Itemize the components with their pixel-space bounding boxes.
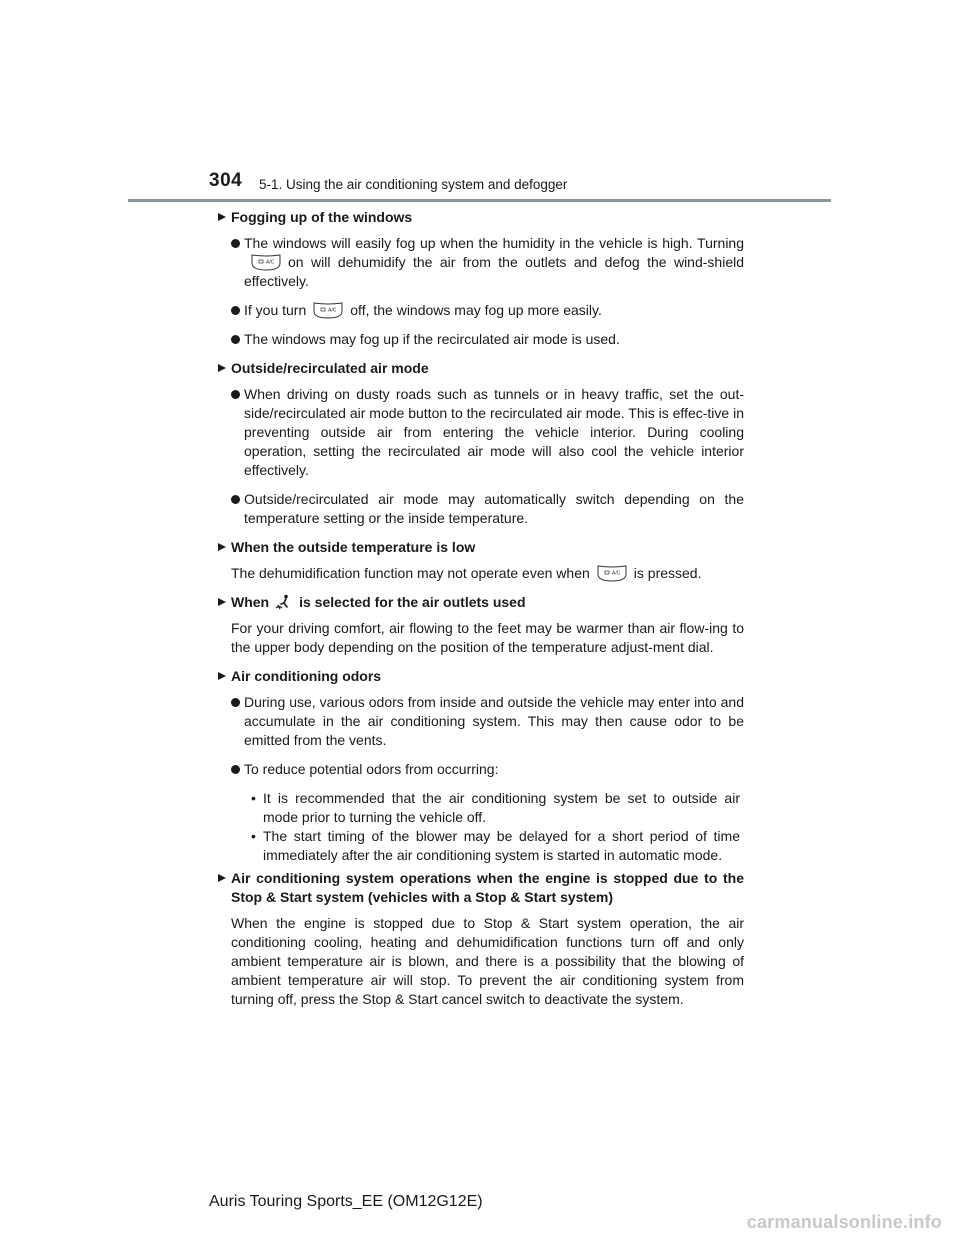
sub-list-mark: • [251,790,256,806]
ac-button-icon [597,565,627,582]
bullet-text: The windows may fog up if the recirculated air mode is used. [244,331,620,347]
footer-manual-title: Auris Touring Sports_EE (OM12G12E) [209,1193,483,1210]
bullet-text-before: If you turn [244,302,307,318]
square-bullet-icon [218,672,226,680]
heading-feet-outlet [218,593,744,612]
paragraph-text-after: is pressed. [633,565,702,581]
feet-air-outlet-icon [275,594,293,610]
header-rule [128,199,831,202]
sub-list-text: The start timing of the blower may be delayed for a short period of time immediately after the air conditioning system is started in automatic mode. [263,828,740,863]
square-bullet-icon [218,213,226,221]
round-bullet-icon [231,239,240,248]
heading-text: Air conditioning odors [231,668,382,684]
ac-button-icon [313,302,343,319]
svg-text:A/C: A/C [328,307,337,314]
square-bullet-icon [218,364,226,372]
bullet-item [218,234,744,291]
round-bullet-icon [231,390,240,399]
paragraph: For your driving comfort, air flowing to the feet may be warmer than air flow-ing to the upper body depending on the position of the temperature adjust-ment dial. [231,620,744,655]
bullet-text: Outside/recirculated air mode may automatically switch depending on the temperature setting or the inside temperature. [244,491,744,526]
bullet-text: When driving on dusty roads such as tunnels or in heavy traffic, set the out-side/recirculated air mode button to the recirculated air mode. This is effec-tive in preventing outside air from entering the vehicle interior. During cooling operation, setting the recirculated air mode will also cool the vehicle interior effectively. [244,386,744,478]
round-bullet-icon [231,698,240,707]
heading-outside-recirculated [218,359,744,378]
square-bullet-icon [218,874,226,882]
bullet-item [218,385,744,480]
heading-text-after: is selected for the air outlets used [299,594,526,610]
bullet-text-before: The windows will easily fog up when the humidity in the vehicle is high. Turning [244,235,744,251]
section-title: 5-1. Using the air conditioning system and defogger [259,177,568,192]
square-bullet-icon [218,543,226,551]
bullet-item [218,693,744,750]
ac-button-icon [251,254,281,271]
heading-text: When the outside temperature is low [231,539,476,555]
bullet-item [218,330,744,349]
heading-text: Air conditioning system operations when the engine is stopped due to the Stop & Start system (vehicles with a Stop & Start system) [231,870,744,905]
paragraph: When the engine is stopped due to Stop & Start system operation, the air conditioning cooling, heating and dehumidification functions turn off and only ambient temperature air is blown, and there is a possibility that the blowing of ambient temperature air will stop. To prevent the air conditioning system from turning off, press the Stop & Start cancel switch to deactivate the system. [231,915,744,1007]
heading-text-before: When [231,594,270,610]
sub-list-item [218,789,744,827]
round-bullet-icon [231,335,240,344]
heading-stop-start [218,869,744,907]
round-bullet-icon [231,306,240,315]
round-bullet-icon [231,495,240,504]
bullet-text-after: on will dehumidify the air from the outlets and defog the wind-shield effectively. [244,254,744,289]
bullet-text-after: off, the windows may fog up more easily. [350,302,602,318]
paragraph-text-before: The dehumidification function may not operate even when [231,565,590,581]
heading-outside-temperature-low [218,538,744,557]
sub-list-text: It is recommended that the air conditioning system be set to outside air mode prior to turning the vehicle off. [263,790,740,825]
heading-fogging [218,208,744,227]
page-number: 304 [209,170,243,191]
bullet-text: To reduce potential odors from occurring: [244,761,499,777]
round-bullet-icon [231,765,240,774]
bullet-item [218,760,744,779]
bullet-item [218,490,744,528]
watermark: carmanualsonline.info [746,1212,942,1232]
bullet-item [218,301,744,320]
heading-text: Fogging up of the windows [231,209,413,225]
page-content [218,208,744,1019]
bullet-text: During use, various odors from inside and outside the vehicle may enter into and accumulate in the air conditioning system. This may then cause odor to be emitted from the vents. [244,694,744,748]
square-bullet-icon [218,598,226,606]
svg-text:A/C: A/C [266,259,275,266]
sub-list-item [218,827,744,865]
sub-list-mark: • [251,828,256,844]
heading-odors [218,667,744,686]
heading-text: Outside/recirculated air mode [231,360,429,376]
svg-text:A/C: A/C [611,570,621,577]
paragraph [218,564,744,583]
